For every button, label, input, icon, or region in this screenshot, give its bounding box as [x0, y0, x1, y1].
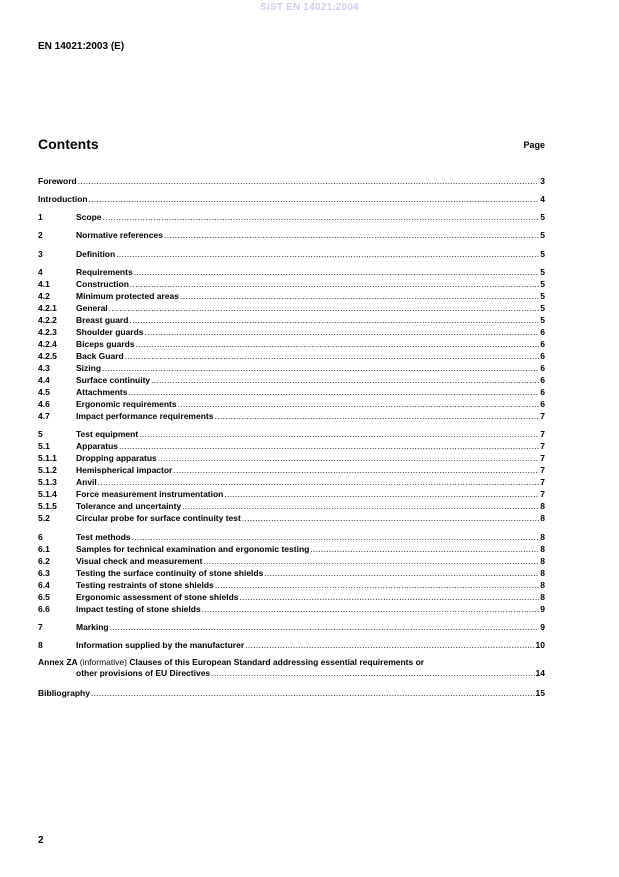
toc-entry-number: 7	[38, 622, 43, 632]
toc-entry-title: Minimum protected areas	[76, 291, 179, 301]
annex-qualifier: (informative)	[79, 657, 127, 667]
toc-entry[interactable]	[38, 453, 545, 464]
toc-entry[interactable]	[38, 640, 545, 651]
leader-dots	[310, 544, 539, 555]
annex-title-line1: Clauses of this European Standard addressing essential requirements or	[129, 657, 425, 667]
toc-entry-page: 6	[540, 327, 545, 337]
toc-entry[interactable]	[38, 351, 545, 362]
toc-entry-number: 6.6	[38, 604, 50, 614]
toc-entry[interactable]	[38, 315, 545, 326]
toc-entry-number: 4.3	[38, 363, 50, 373]
toc-entry[interactable]	[38, 465, 545, 476]
toc-entry-page: 6	[540, 363, 545, 373]
toc-entry-number: 1	[38, 212, 43, 222]
contents-heading: Contents	[38, 136, 99, 152]
toc-entry-page: 9	[540, 604, 545, 614]
toc-entry-number: 4.2.3	[38, 327, 57, 337]
toc-entry[interactable]	[38, 303, 545, 314]
toc-entry-page: 6	[540, 387, 545, 397]
bibliography-title: Bibliography	[38, 688, 90, 698]
leader-dots	[145, 327, 540, 338]
toc-entry[interactable]	[38, 513, 545, 524]
toc-entry-title: Normative references	[76, 230, 163, 240]
toc-entry[interactable]	[38, 249, 545, 260]
toc-entry[interactable]	[38, 212, 545, 223]
toc-entry-number: 4.1	[38, 279, 50, 289]
toc-entry-number: 4.2	[38, 291, 50, 301]
toc-entry-title: Breast guard	[76, 315, 129, 325]
toc-entry-page: 6	[540, 375, 545, 385]
leader-dots	[89, 194, 540, 205]
toc-entry-page: 7	[540, 429, 545, 439]
toc-entry[interactable]	[38, 327, 545, 338]
toc-entry-title: Testing restraints of stone shields	[76, 580, 214, 590]
toc-entry-title: Test equipment	[76, 429, 139, 439]
toc-entry-title: Construction	[76, 279, 129, 289]
toc-entry-title: Impact performance requirements	[76, 411, 214, 421]
leader-dots	[203, 556, 539, 567]
toc-entry[interactable]	[38, 544, 545, 555]
toc-entry-title: Impact testing of stone shields	[76, 604, 201, 614]
annex-title-line2: other provisions of EU Directives	[76, 668, 211, 678]
toc-entry-number: 5.1.5	[38, 501, 57, 511]
toc-entry-page: 8	[540, 592, 545, 602]
toc-entry[interactable]	[38, 194, 545, 205]
leader-dots	[180, 291, 539, 302]
leader-dots	[215, 580, 540, 591]
leader-dots	[125, 351, 540, 362]
leader-dots	[130, 279, 539, 290]
leader-dots	[242, 513, 539, 524]
toc-entry-title: Shoulder guards	[76, 327, 144, 337]
leader-dots	[178, 399, 540, 410]
toc-entry-title: Dropping apparatus	[76, 453, 157, 463]
toc-entry-page: 8	[540, 513, 545, 523]
toc-entry-number: 4.2.1	[38, 303, 57, 313]
leader-dots	[151, 375, 539, 386]
toc-entry-page: 7	[540, 477, 545, 487]
watermark: SIST EN 14021:2004	[260, 2, 359, 13]
toc-entry[interactable]	[38, 622, 545, 633]
toc-entry-title: Requirements	[76, 267, 133, 277]
toc-entry-number: 6.4	[38, 580, 50, 590]
toc-entry-number: 6.3	[38, 568, 50, 578]
toc-entry-number: 4.7	[38, 411, 50, 421]
leader-dots	[110, 622, 540, 633]
toc-entry-title: Ergonomic requirements	[76, 399, 177, 409]
toc-entry-bibliography[interactable]	[38, 688, 545, 699]
toc-entry-number: 8	[38, 640, 43, 650]
leader-dots	[78, 176, 540, 187]
toc-entry-title: Hemispherical impactor	[76, 465, 173, 475]
toc-entry-page: 8	[540, 556, 545, 566]
annex-label: Annex ZA	[38, 657, 78, 667]
toc-entry-annex-za[interactable]	[38, 657, 545, 678]
toc-entry-page: 8	[540, 544, 545, 554]
toc-entry[interactable]	[38, 339, 545, 350]
toc-entry-number: 2	[38, 230, 43, 240]
toc-entry-page: 7	[540, 489, 545, 499]
toc-entry-number: 6.2	[38, 556, 50, 566]
toc-entry-number: 5.1.4	[38, 489, 57, 499]
toc-entry-page: 8	[540, 580, 545, 590]
toc-entry-title: Apparatus	[76, 441, 119, 451]
leader-dots	[240, 592, 540, 603]
toc-entry-page: 10	[535, 640, 545, 650]
toc-entry-page: 5	[540, 291, 545, 301]
leader-dots	[129, 315, 539, 326]
toc-entry-title: Marking	[76, 622, 109, 632]
toc-entry-number: 6.5	[38, 592, 50, 602]
leader-dots	[264, 568, 539, 579]
leader-dots	[134, 267, 540, 278]
leader-dots	[136, 339, 540, 350]
toc-entry-title: Anvil	[76, 477, 97, 487]
toc-entry-page: 5	[540, 212, 545, 222]
toc-entry[interactable]	[38, 411, 545, 422]
toc-entry-title: Attachments	[76, 387, 128, 397]
toc-entry-title: Visual check and measurement	[76, 556, 203, 566]
toc-entry[interactable]	[38, 604, 545, 615]
toc-entry[interactable]	[38, 501, 545, 512]
page-column-label: Page	[523, 140, 545, 150]
leader-dots	[132, 532, 540, 543]
leader-dots	[91, 688, 535, 699]
toc-entry-page: 7	[540, 441, 545, 451]
toc-entry[interactable]	[38, 387, 545, 398]
toc-entry[interactable]	[38, 429, 545, 440]
toc-entry-title: Test methods	[76, 532, 131, 542]
toc-entry-number: 4	[38, 267, 43, 277]
document-code: EN 14021:2003 (E)	[38, 41, 125, 52]
toc-entry[interactable]	[38, 375, 545, 386]
toc-entry-page: 5	[540, 303, 545, 313]
toc-entry-page: 3	[540, 176, 545, 186]
toc-entry[interactable]	[38, 568, 545, 579]
toc-entry-page: 7	[540, 465, 545, 475]
toc-entry-page: 6	[540, 339, 545, 349]
toc-entry-number: 4.6	[38, 399, 50, 409]
toc-entry-title: Biceps guards	[76, 339, 135, 349]
toc-entry-number: 4.2.4	[38, 339, 57, 349]
toc-entry-page: 7	[540, 453, 545, 463]
toc-entry-page: 5	[540, 267, 545, 277]
toc-entry-number: 5.1.1	[38, 453, 57, 463]
toc-entry[interactable]	[38, 532, 545, 543]
leader-dots	[202, 604, 540, 615]
toc-entry-title: Testing the surface continuity of stone shields	[76, 568, 264, 578]
toc-entry-title: Tolerance and uncertainty	[76, 501, 182, 511]
leader-dots	[245, 640, 534, 651]
toc-entry[interactable]	[38, 489, 545, 500]
toc-entry-page: 5	[540, 279, 545, 289]
leader-dots	[109, 303, 540, 314]
toc-entry[interactable]	[38, 267, 545, 278]
toc-entry-title: Definition	[76, 249, 116, 259]
toc-entry-title: Ergonomic assessment of stone shields	[76, 592, 239, 602]
toc-entry[interactable]	[38, 441, 545, 452]
leader-dots	[158, 453, 540, 464]
toc-entry-number: 6	[38, 532, 43, 542]
toc-entry-title: Scope	[76, 212, 102, 222]
toc-entry-page: 6	[540, 351, 545, 361]
leader-dots	[103, 212, 540, 223]
leader-dots	[214, 411, 539, 422]
toc-entry-number: 5.1	[38, 441, 50, 451]
toc-entry[interactable]	[38, 363, 545, 374]
toc-entry[interactable]	[38, 176, 545, 187]
leader-dots	[139, 429, 539, 440]
leader-dots	[224, 489, 539, 500]
toc-entry-number: 4.2.2	[38, 315, 57, 325]
leader-dots	[116, 249, 539, 260]
leader-dots	[98, 477, 539, 488]
toc-entry-number: 6.1	[38, 544, 50, 554]
toc-entry-title: Foreword	[38, 176, 77, 186]
toc-entry[interactable]	[38, 291, 545, 302]
toc-entry[interactable]	[38, 592, 545, 603]
toc-entry-title: Back Guard	[76, 351, 124, 361]
leader-dots	[102, 363, 539, 374]
toc-entry-number: 5.1.3	[38, 477, 57, 487]
toc-entry-title: Circular probe for surface continuity test	[76, 513, 241, 523]
toc-entry-title: Surface continuity	[76, 375, 151, 385]
toc-entry[interactable]	[38, 230, 545, 241]
toc-entry-page: 5	[540, 230, 545, 240]
toc-entry[interactable]	[38, 399, 545, 410]
toc-entry-number: 5.1.2	[38, 465, 57, 475]
toc-entry[interactable]	[38, 279, 545, 290]
toc-entry-number: 3	[38, 249, 43, 259]
toc-entry-title: Sizing	[76, 363, 102, 373]
leader-dots	[164, 230, 539, 241]
toc-entry-page: 8	[540, 532, 545, 542]
toc-entry-page: 5	[540, 249, 545, 259]
toc-entry-number: 4.5	[38, 387, 50, 397]
toc-entry-title: Samples for technical examination and ergonomic testing	[76, 544, 310, 554]
toc-entry-number: 4.2.5	[38, 351, 57, 361]
toc-entry[interactable]	[38, 477, 545, 488]
toc-entry-number: 5	[38, 429, 43, 439]
toc-entry-page: 8	[540, 568, 545, 578]
leader-dots	[173, 465, 539, 476]
annex-page: 14	[535, 668, 545, 678]
toc-entry-number: 5.2	[38, 513, 50, 523]
toc-entry-number: 4.4	[38, 375, 50, 385]
toc-entry-page: 4	[540, 194, 545, 204]
toc-entry-page: 7	[540, 411, 545, 421]
toc-entry-title: Force measurement instrumentation	[76, 489, 224, 499]
toc-entry[interactable]	[38, 580, 545, 591]
page-number: 2	[38, 835, 44, 846]
bibliography-page: 15	[535, 688, 545, 698]
toc-entry-page: 5	[540, 315, 545, 325]
toc-entry-title: Information supplied by the manufacturer	[76, 640, 245, 650]
toc-entry[interactable]	[38, 556, 545, 567]
toc-entry-page: 9	[540, 622, 545, 632]
toc-entry-title: Introduction	[38, 194, 88, 204]
leader-dots	[128, 387, 539, 398]
toc-entry-page: 8	[540, 501, 545, 511]
leader-dots	[211, 668, 534, 679]
leader-dots	[119, 441, 539, 452]
toc-entry-page: 6	[540, 399, 545, 409]
leader-dots	[182, 501, 539, 512]
toc-entry-title: General	[76, 303, 108, 313]
